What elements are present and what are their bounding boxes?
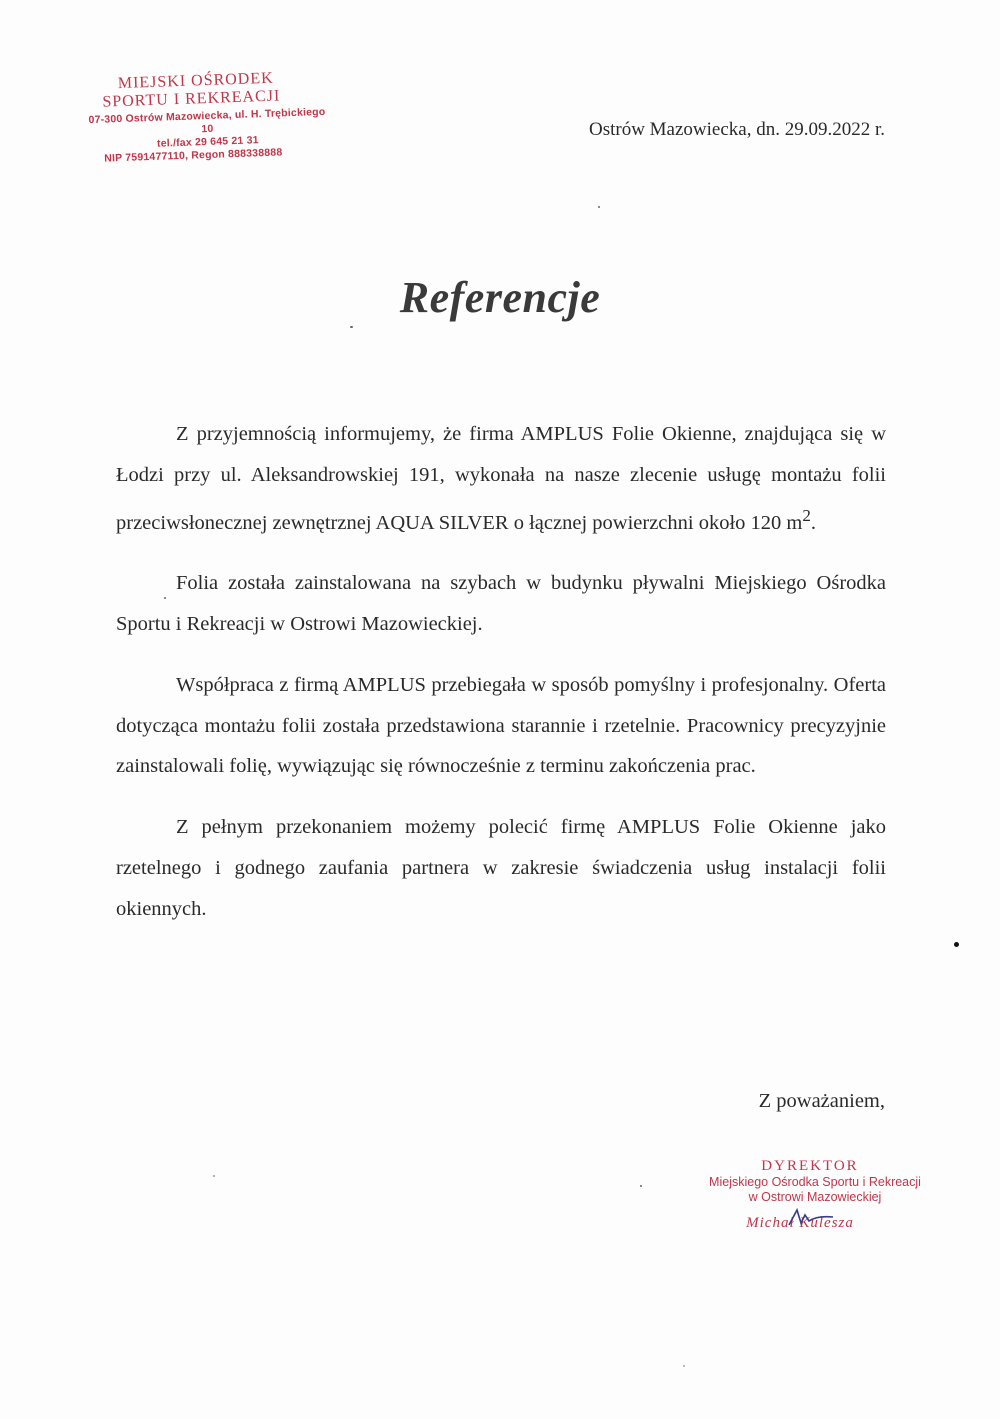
stamp-nip: NIP 7591477110, Regon 888338888 xyxy=(104,146,283,165)
area-suffix: . xyxy=(810,511,817,534)
scan-speck xyxy=(683,1365,685,1367)
scan-speck xyxy=(954,942,959,947)
area-superscript: 2 xyxy=(802,505,811,525)
signature-institution-line2: w Ostrowi Mazowieckiej xyxy=(748,1190,882,1204)
signature-name: Michał Kulesza xyxy=(746,1215,854,1231)
paragraph-3: Współpraca z firmą AMPLUS przebiegała w sposób pomyślny i profesjonalny. Oferta dotycząca montażu folii została przedstawiona starannie i rzetelnie. Pracownicy precyzyjnie zainstalowali folię, wywiązując się równocześnie z terminu zakończenia prac. xyxy=(116,673,886,778)
paragraph-1-text: Z przyjemnością informujemy, że firma AMPLUS Folie Okienne, znajdująca się w Łodzi przy ul. Aleksandrowskiej 191, wykonała na nasze zlecenie usługę montażu folii przeciwsłonecznej zewnętrznej AQUA SILVER o łącznej powierzchni około 120 m xyxy=(116,423,886,534)
stamp-line2: SPORTU I REKREACJI xyxy=(102,87,281,111)
scan-speck xyxy=(640,1185,642,1187)
signature-title: DYREKTOR xyxy=(761,1158,859,1174)
paragraph-1 xyxy=(116,414,886,543)
scan-speck xyxy=(350,326,353,328)
paragraph-2: Folia została zainstalowana na szybach w budynku pływalni Miejskiego Ośrodka Sportu i Rekreacji w Ostrowi Mazowieckiej. xyxy=(116,572,886,636)
stamp-line1: MIEJSKI OŚRODEK xyxy=(117,69,274,93)
handwritten-signature-icon xyxy=(787,1207,837,1229)
place-and-date: Ostrów Mazowiecka, dn. 29.09.2022 r. xyxy=(588,119,885,140)
scan-speck xyxy=(213,1175,215,1177)
stamp-address: 07-300 Ostrów Mazowiecka, ul. H. Trębickiego 10 xyxy=(88,105,326,136)
paragraph-4: Z pełnym przekonaniem możemy polecić firmę AMPLUS Folie Okienne jako rzetelnego i godnego zaufania partnera w zakresie świadczenia usług instalacji folii okiennych. xyxy=(116,816,886,920)
letter-body xyxy=(116,414,886,950)
closing-salutation: Z poważaniem, xyxy=(758,1090,885,1112)
stamp-phone: tel./fax 29 645 21 31 xyxy=(156,134,259,150)
scan-speck xyxy=(598,206,600,208)
scan-speck xyxy=(164,597,166,599)
signature-institution-line1: Miejskiego Ośrodka Sportu i Rekreacji xyxy=(709,1175,921,1189)
institution-stamp xyxy=(81,68,334,167)
document-title: Referencje xyxy=(399,273,601,322)
